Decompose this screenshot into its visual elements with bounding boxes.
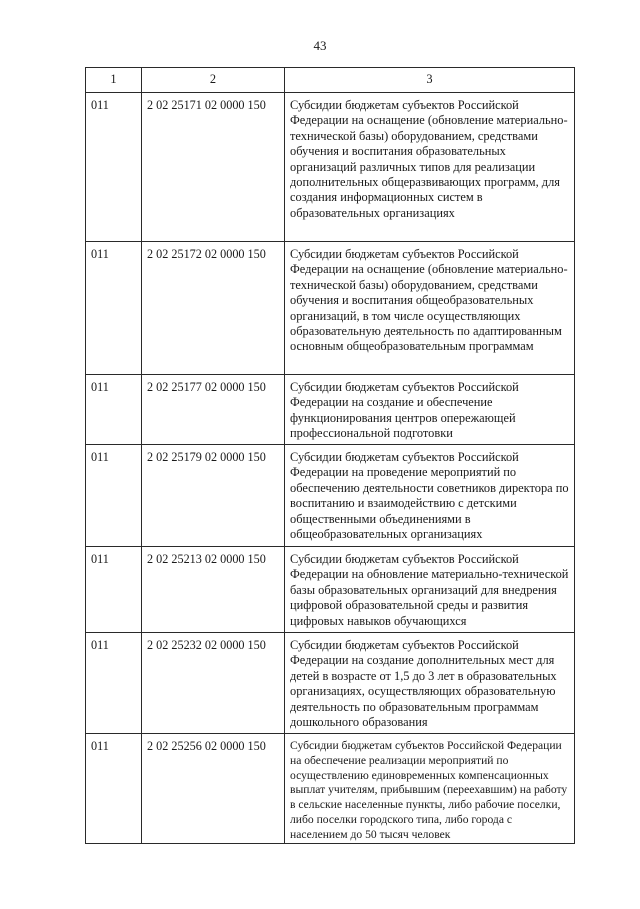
- kbk-code-cell: 2 02 25256 02 0000 150: [142, 734, 285, 844]
- kbk-code-cell: 2 02 25232 02 0000 150: [142, 633, 285, 734]
- table-header: [86, 68, 575, 93]
- description-cell: Субсидии бюджетам субъектов Российской Федерации на оснащение (обновление материально-технической базы) оборудованием, средствами обучения и воспитания общеобразовательных организаций, в том числе осуществляющих образовательную деятельность по адаптированным основным общеобразовательным программам: [285, 242, 575, 375]
- description-cell: Субсидии бюджетам субъектов Российской Федерации на проведение мероприятий по обеспечению деятельности советников директора по воспитанию и взаимодействию с детскими общественными объединениями в общеобразовательных организациях: [285, 445, 575, 547]
- admin-code-cell: 011: [86, 633, 142, 734]
- kbk-code-cell: 2 02 25213 02 0000 150: [142, 547, 285, 633]
- table-row: [86, 734, 575, 844]
- description-cell: Субсидии бюджетам субъектов Российской Федерации на обеспечение реализации мероприятий по осуществлению единовременных компенсационных выплат учителям, прибывшим (переехавшим) на работу в сельские населенные пункты, либо рабочие поселки, либо поселки городского типа, либо города с населением до 50 тысяч человек: [285, 734, 575, 844]
- kbk-code-cell: 2 02 25179 02 0000 150: [142, 445, 285, 547]
- table-row: [86, 547, 575, 633]
- admin-code-cell: 011: [86, 547, 142, 633]
- header-col-2: 2: [142, 68, 285, 93]
- description-cell: Субсидии бюджетам субъектов Российской Федерации на создание дополнительных мест для детей в возрасте от 1,5 до 3 лет в образовательных организациях, осуществляющих образовательную деятельность по образовательным программам дошкольного образования: [285, 633, 575, 734]
- table-row: [86, 445, 575, 547]
- admin-code-cell: 011: [86, 734, 142, 844]
- kbk-code-cell: 2 02 25177 02 0000 150: [142, 375, 285, 445]
- table-row: [86, 242, 575, 375]
- admin-code-cell: 011: [86, 93, 142, 242]
- description-cell: Субсидии бюджетам субъектов Российской Федерации на обновление материально-технической базы образовательных организаций для внедрения цифровой образовательной среды и развития цифровых навыков обучающихся: [285, 547, 575, 633]
- table-row: [86, 633, 575, 734]
- admin-code-cell: 011: [86, 445, 142, 547]
- page-number: 43: [313, 38, 327, 53]
- kbk-code-cell: 2 02 25171 02 0000 150: [142, 93, 285, 242]
- table-row: [86, 375, 575, 445]
- description-cell: Субсидии бюджетам субъектов Российской Федерации на создание и обеспечение функционирования центров опережающей профессиональной подготовки: [285, 375, 575, 445]
- header-col-1: 1: [86, 68, 142, 93]
- header-col-3: 3: [285, 68, 575, 93]
- admin-code-cell: 011: [86, 375, 142, 445]
- admin-code-cell: 011: [86, 242, 142, 375]
- table-row: [86, 93, 575, 242]
- header-row: [86, 68, 575, 93]
- table-body: [86, 93, 575, 844]
- budget-codes-table: [85, 67, 575, 844]
- kbk-code-cell: 2 02 25172 02 0000 150: [142, 242, 285, 375]
- description-cell: Субсидии бюджетам субъектов Российской Федерации на оснащение (обновление материально-технической базы) оборудованием, средствами обучения и воспитания образовательных организаций различных типов для реализации дополнительных общеразвивающих программ, для создания информационных систем в образовательных организациях: [285, 93, 575, 242]
